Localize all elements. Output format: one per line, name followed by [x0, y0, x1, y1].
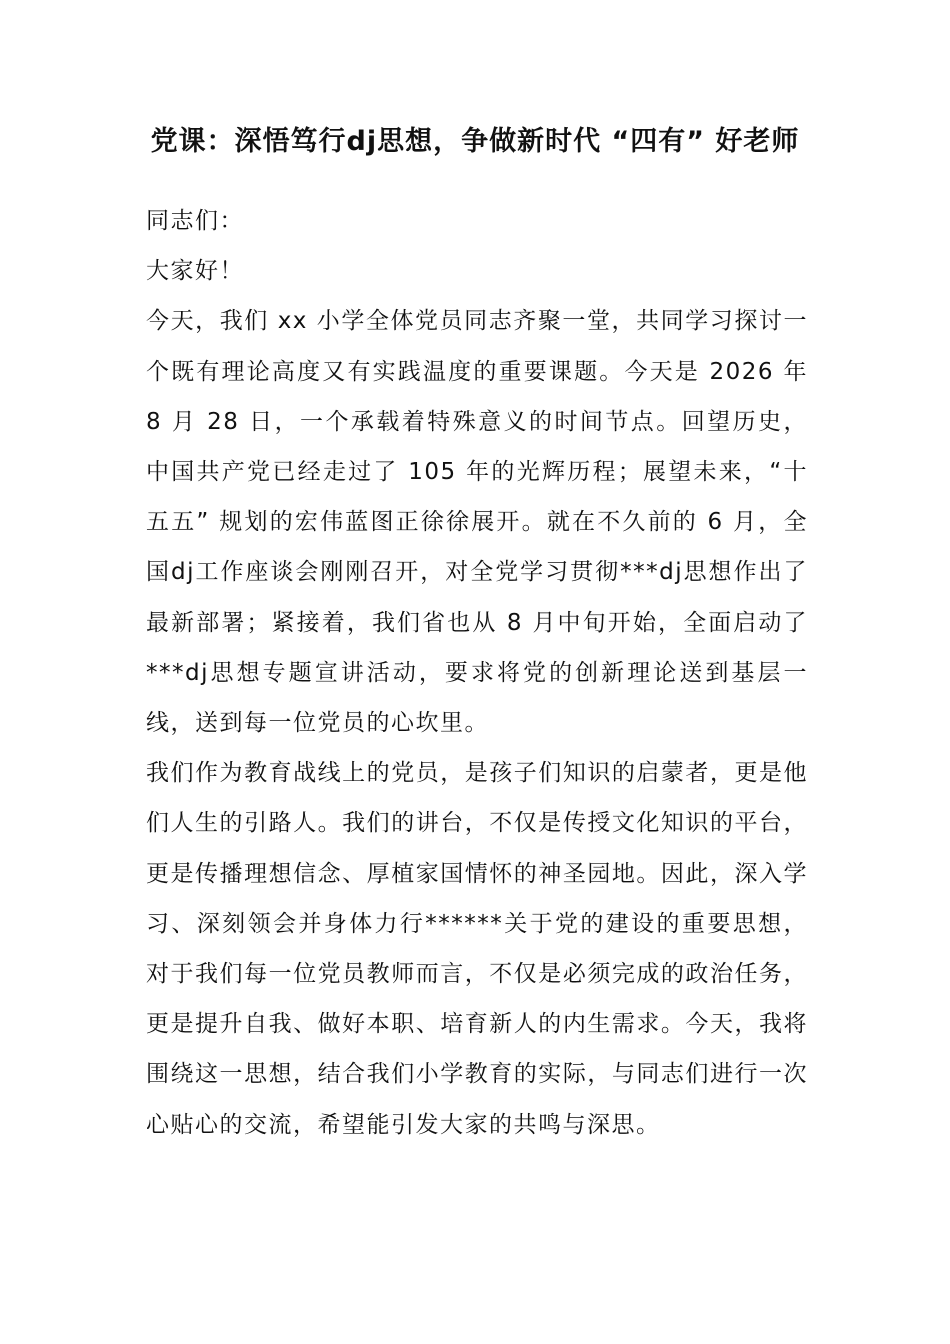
greeting-paragraph: 大家好！ [146, 258, 244, 285]
document-body [146, 196, 808, 1150]
body-paragraph: 我们作为教育战线上的党员，是孩子们知识的启蒙者，更是他们人生的引路人。我们的讲台，不仅是传授文化知识的平台，更是传播理想信念、厚植家国情怀的神圣园地。因此，深入学习、深刻领会并身体力行******关于党的建设的重要思想，对于我们每一位党员教师而言，不仅是必须完成的政治任务，更是提升自我、做好本职、培育新人的内生需求。今天，我将围绕这一思想，结合我们小学教育的实际，与同志们进行一次心贴心的交流，希望能引发大家的共鸣与深思。 [146, 760, 808, 1138]
salutation-paragraph: 同志们： [146, 208, 244, 234]
body-paragraph: 今天，我们 xx 小学全体党员同志齐聚一堂，共同学习探讨一个既有理论高度又有实践温度的重要课题。今天是 2026 年 8 月 28 日，一个承载着特殊意义的时间节点。回望历史，中国共产党已经走过了 105 年的光辉历程；展望未来，“十五五” 规划的宏伟蓝图正徐徐展开。就在不久前的 6 月，全国dj工作座谈会刚刚召开，对全党学习贯彻***dj思想作出了最新部署；紧接着，我们省也从 8 月中旬开始，全面启动了***dj思想专题宣讲活动，要求将党的创新理论送到基层一线，送到每一位党员的心坎里。 [146, 308, 808, 737]
document-title: 党课：深悟笃行dj思想，争做新时代 “四有” 好老师 [150, 126, 800, 157]
